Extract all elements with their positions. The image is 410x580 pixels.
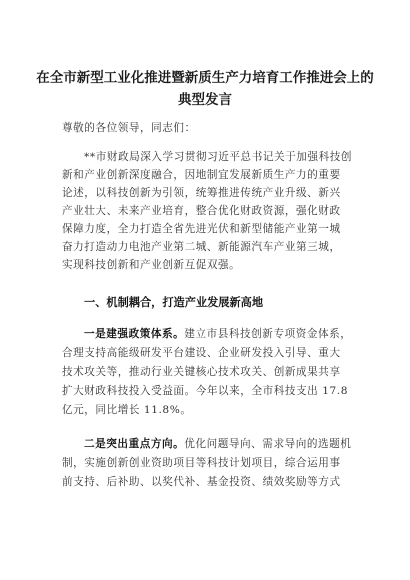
intro-line-6: 奋力打造动力电池产业第二城、新能源汽车产业第三城， (62, 241, 341, 253)
document-title-line-2: 典型发言 (178, 92, 232, 108)
para1-first-rest: 建立市县科技创新专项资金体系， (184, 328, 352, 340)
para1-line-2: 合理支持高能级研发平台建设、企业研发投入引导、重大 (62, 347, 341, 359)
para1-lead: 一是建强政策体系。 (84, 328, 185, 340)
section-heading-1: 一、机制耦合，打造产业发展新高地 (84, 296, 264, 309)
document-title-line-1: 在全市新型工业化推进暨新质生产力培育工作推进会上的 (36, 70, 374, 86)
para1-line-4: 扩大财政科技投入受益面。今年以来，全市科技支出 17.8 (62, 385, 349, 397)
intro-line-2: 新和产业创新深度融合，因地制宜发展新质生产力的重要 (62, 169, 341, 181)
para1-line-1 (84, 327, 351, 341)
intro-line-7: 实现科技创新和产业创新互促双强。 (62, 259, 241, 271)
intro-line-4: 产业壮大、未来产业培育，整合优化财政资源，强化财政 (62, 205, 341, 217)
para2-lead: 二是突出重点方向。 (84, 438, 185, 450)
intro-line-5: 保障力度，全力打造全省先进光伏和新型储能产业第一城 (62, 223, 341, 235)
intro-line-3: 论述，以科技创新为引领，统筹推进传统产业升级、新兴 (62, 187, 341, 199)
para1-line-3: 技术攻关等，推动行业关键核心技术攻关、创新成果共享 (62, 366, 341, 378)
para1-line-5: 亿元，同比增长 11.8%。 (62, 404, 192, 416)
para2-line-1 (84, 437, 351, 451)
intro-line-1: **市财政局深入学习贯彻习近平总书记关于加强科技创 (84, 151, 352, 163)
para2-line-2: 制，实施创新创业资助项目等科技计划项目，综合运用事 (62, 457, 341, 469)
para2-first-rest: 优化问题导向、需求导向的选题机 (184, 438, 352, 450)
salutation: 尊敬的各位领导，同志们： (62, 122, 196, 134)
para2-line-3: 前支持、后补助、以奖代补、基金投资、绩效奖励等方式 (62, 476, 341, 488)
